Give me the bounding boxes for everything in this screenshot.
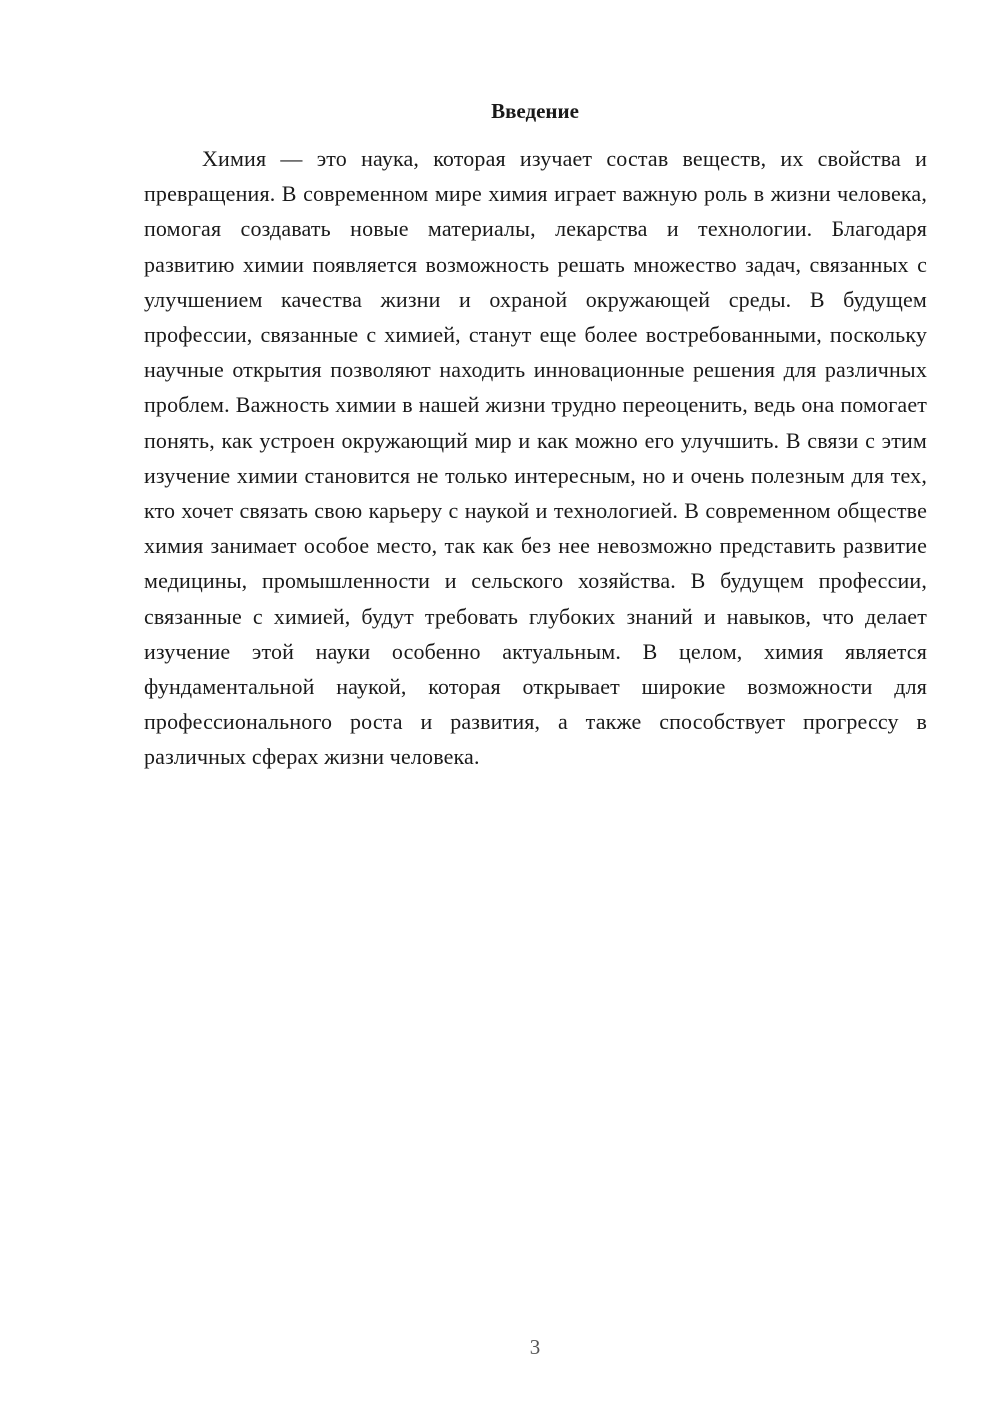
page-number: 3 [529,1335,541,1359]
section-heading: Введение [491,99,579,123]
body-paragraph: Химия — это наука, которая изучает состав веществ, их свойства и превращения. В современном мире химия играет важную роль в жизни человека, помогая создавать новые материалы, лекарства и технологии. Благодаря развитию химии появляется возможность решать множество задач, связанных с улучшением качества жизни и охраной окружающей среды. В будущем профессии, связанные с химией, станут еще более востребованными, поскольку научные открытия позволяют находить инновационные решения для различных проблем. Важность химии в нашей жизни трудно переоценить, ведь она помогает понять, как устроен окружающий мир и как можно его улучшить. В связи с этим изучение химии становится не только интересным, но и очень полезным для тех, кто хочет связать свою карьеру с наукой и технологией. В современном обществе химия занимает особое место, так как без нее невозможно представить развитие медицины, промышленности и сельского хозяйства. В будущем профессии, связанные с химией, будут требовать глубоких знаний и навыков, что делает изучение этой науки особенно актуальным. В целом, химия является фундаментальной наукой, которая открывает широкие возможности для профессионального роста и развития, а также способствует прогрессу в различных сферах жизни человека. [144,146,927,770]
